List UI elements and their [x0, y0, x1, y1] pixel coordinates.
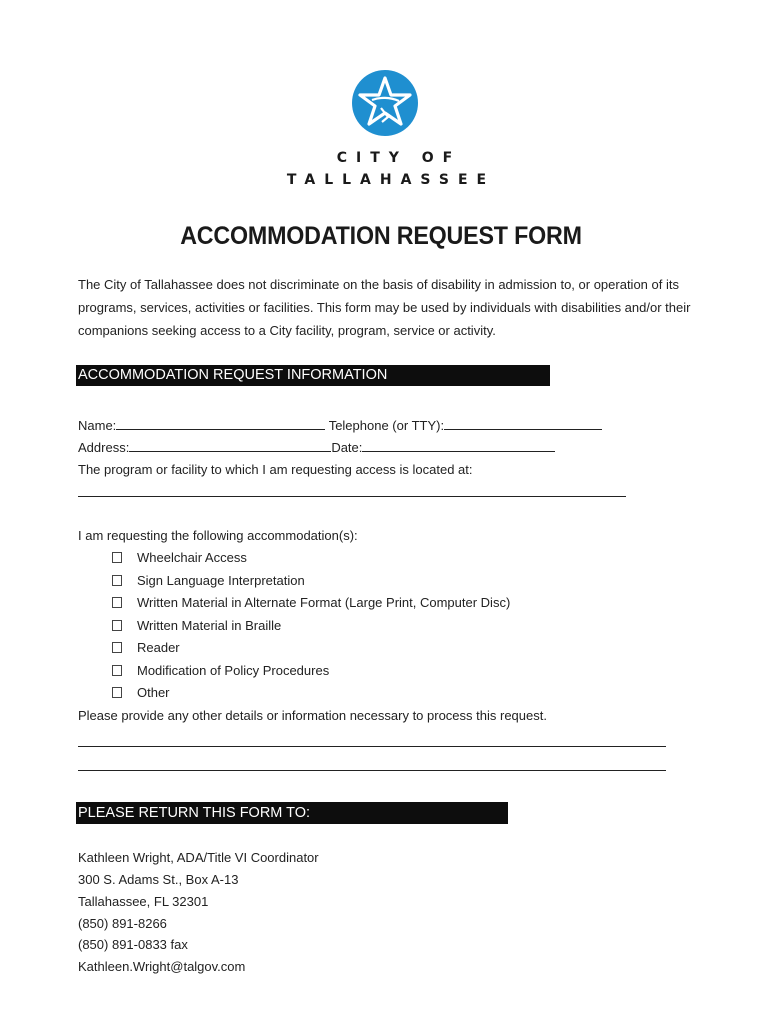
name-label: Name:	[78, 418, 117, 433]
org-name-line2: TALLAHASSEE	[286, 172, 496, 188]
address-field[interactable]	[129, 440, 331, 452]
contact-fax: (850) 891-0833 fax	[78, 937, 188, 952]
contact-phone: (850) 891-8266	[78, 916, 167, 931]
org-name-line1: CITY OF	[336, 150, 462, 166]
contact-city: Tallahassee, FL 32301	[78, 894, 209, 909]
address-label: Address:	[78, 440, 130, 455]
location-field[interactable]	[78, 496, 626, 497]
details-prompt: Please provide any other details or information necessary to process this request.	[78, 708, 547, 723]
request-info-heading: ACCOMMODATION REQUEST INFORMATION	[76, 365, 550, 386]
details-field-line1[interactable]	[78, 746, 666, 747]
location-prompt: The program or facility to which I am requesting access is located at:	[78, 462, 473, 477]
checkbox-reader[interactable]: Reader	[112, 640, 180, 656]
contact-name: Kathleen Wright, ADA/Title VI Coordinator	[78, 850, 319, 865]
date-label: Date:	[331, 440, 363, 455]
name-telephone-row	[78, 418, 602, 434]
details-field-line2[interactable]	[78, 770, 666, 771]
contact-street: 300 S. Adams St., Box A-13	[78, 872, 239, 887]
page-title: ACCOMMODATION REQUEST FORM	[180, 222, 582, 250]
return-to-heading: PLEASE RETURN THIS FORM TO:	[76, 802, 508, 824]
date-field[interactable]	[362, 440, 555, 452]
checkbox-alternate-format[interactable]: Written Material in Alternate Format (Large Print, Computer Disc)	[112, 595, 510, 611]
checkbox-sign-language[interactable]: Sign Language Interpretation	[112, 573, 305, 589]
checkbox-policy-modification[interactable]: Modification of Policy Procedures	[112, 663, 329, 679]
intro-paragraph: The City of Tallahassee does not discriminate on the basis of disability in admission to, or operation of its programs, services, activities or facilities. This form may be used by individuals with disabilities and/or their companions seeking access to a City facility, program, service or activity.	[78, 277, 691, 338]
checkbox-icon[interactable]	[112, 642, 122, 653]
checkbox-icon[interactable]	[112, 575, 122, 586]
checkbox-wheelchair-access[interactable]: Wheelchair Access	[112, 550, 247, 566]
checkbox-icon[interactable]	[112, 687, 122, 698]
address-date-row	[78, 440, 555, 456]
checkbox-icon[interactable]	[112, 552, 122, 563]
telephone-field[interactable]	[444, 418, 602, 430]
checkbox-icon[interactable]	[112, 620, 122, 631]
checkbox-icon[interactable]	[112, 665, 122, 676]
checkbox-other[interactable]: Other	[112, 685, 170, 701]
contact-email[interactable]: Kathleen.Wright@talgov.com	[78, 959, 246, 974]
telephone-label: Telephone (or TTY):	[328, 418, 445, 433]
star-circle-logo-icon	[352, 70, 418, 136]
checkbox-icon[interactable]	[112, 597, 122, 608]
accommodations-prompt: I am requesting the following accommodation(s):	[78, 528, 358, 543]
checkbox-braille[interactable]: Written Material in Braille	[112, 618, 281, 634]
name-field[interactable]	[116, 418, 325, 430]
